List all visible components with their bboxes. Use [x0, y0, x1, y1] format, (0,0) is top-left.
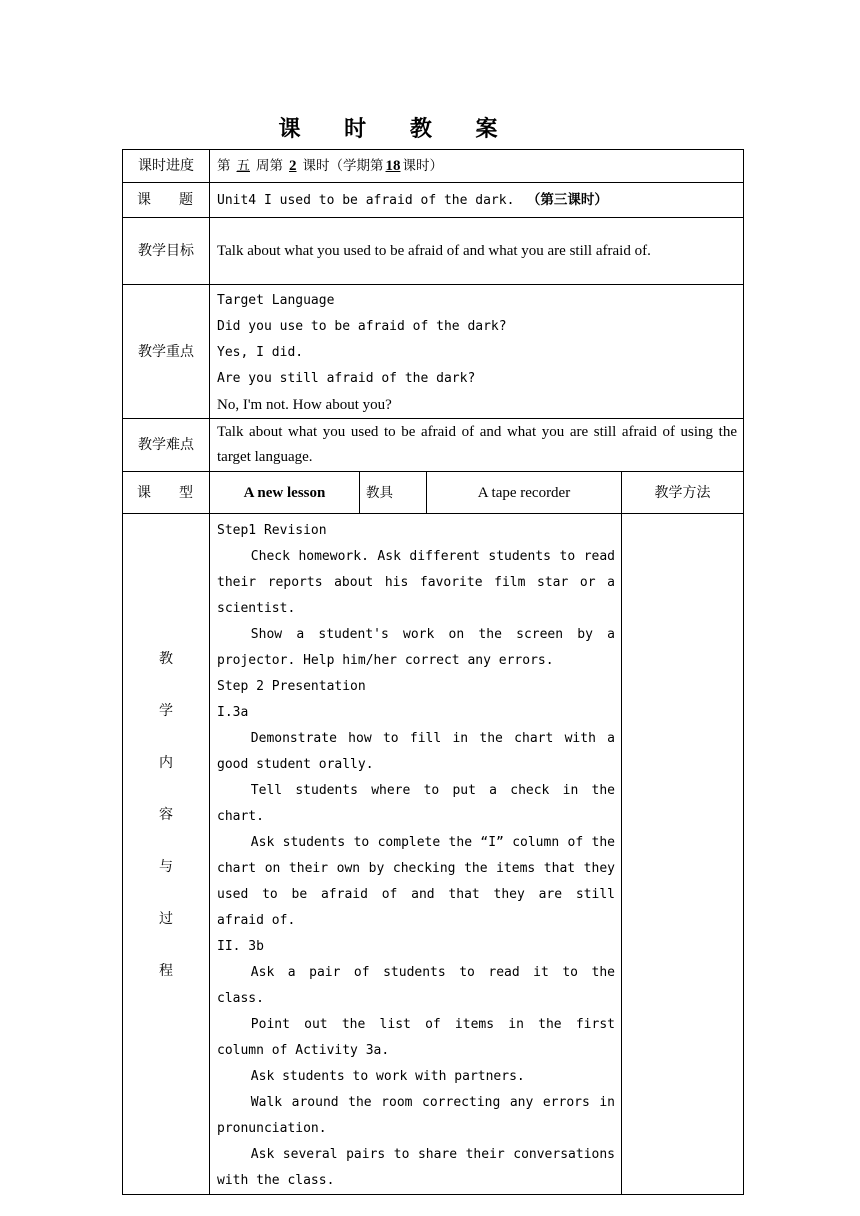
progress-text-4: 课时） — [402, 158, 443, 174]
term-period-number: 18 — [385, 158, 401, 174]
aids-value: A tape recorder — [427, 472, 622, 514]
step2-paragraph: Point out the list of items in the first column of Activity 3a. — [217, 1017, 615, 1058]
process-label-char: 程 — [159, 963, 173, 979]
topic-label: 课 题 — [123, 183, 210, 218]
page-title: 课 时 教 案 — [278, 117, 516, 142]
step2-paragraph: Demonstrate how to fill in the chart with a good student orally. — [217, 731, 615, 772]
period-number: 2 — [289, 158, 297, 174]
method-label: 教学方法 — [622, 472, 744, 514]
key-point-line: Did you use to be afraid of the dark? — [217, 319, 507, 334]
difficulties-label: 教学难点 — [123, 419, 210, 472]
key-point-line: Are you still afraid of the dark? — [217, 371, 476, 386]
topic-note: （第三课时） — [526, 191, 608, 208]
objectives-value: Talk about what you used to be afraid of and what you are still afraid of. — [210, 218, 744, 285]
progress-text-1: 第 — [217, 158, 231, 174]
step1-title: Step1 Revision — [217, 523, 327, 538]
sub-section-3a: I.3a — [217, 705, 249, 720]
key-points-value — [210, 285, 744, 419]
aids-label: 教具 — [360, 472, 427, 514]
progress-text-2: 周第 — [256, 158, 283, 174]
row-process — [123, 514, 744, 1195]
topic-value — [210, 183, 744, 218]
step2-title: Step 2 Presentation — [217, 679, 366, 694]
lesson-type-value: A new lesson — [210, 472, 360, 514]
row-objectives — [123, 218, 744, 285]
row-lesson-type — [123, 472, 744, 514]
row-difficulties — [123, 419, 744, 472]
process-label-char: 学 — [159, 703, 173, 719]
row-progress — [123, 150, 744, 183]
row-topic — [123, 183, 744, 218]
step2-paragraph: Tell students where to put a check in the chart. — [217, 783, 615, 824]
lesson-type-label: 课 型 — [123, 472, 210, 514]
difficulties-value: Talk about what you used to be afraid of and what you are still afraid of using the target language. — [210, 419, 744, 472]
method-column-empty — [622, 514, 744, 1195]
sub-section-3b: II. 3b — [217, 939, 264, 954]
key-point-line: Yes, I did. — [217, 345, 304, 360]
step1-paragraph: Show a student's work on the screen by a projector. Help him/her correct any errors. — [217, 627, 615, 668]
key-point-line: Target Language — [217, 293, 335, 308]
progress-text-3: 课时（学期第 — [302, 158, 384, 174]
step2-paragraph: Ask a pair of students to read it to the class. — [217, 965, 615, 1006]
week-number: 五 — [236, 158, 250, 174]
process-label-char: 内 — [159, 755, 173, 771]
row-key-points — [123, 285, 744, 419]
process-label-char: 过 — [159, 911, 173, 927]
step2-paragraph: Walk around the room correcting any errors in pronunciation. — [217, 1095, 615, 1136]
key-points-label: 教学重点 — [123, 285, 210, 419]
step2-paragraph: Ask students to work with partners. — [250, 1069, 525, 1084]
process-label-char: 容 — [159, 807, 173, 823]
lesson-plan-table — [122, 149, 744, 1195]
topic-text: Unit4 I used to be afraid of the dark. — [217, 192, 515, 208]
step2-paragraph: Ask several pairs to share their conversations with the class. — [217, 1147, 615, 1188]
key-point-line: No, I'm not. How about you? — [217, 397, 392, 413]
process-content — [210, 514, 622, 1195]
process-label-char: 与 — [159, 859, 173, 875]
progress-value — [210, 150, 744, 183]
progress-label: 课时进度 — [123, 150, 210, 183]
objectives-label: 教学目标 — [123, 218, 210, 285]
step1-paragraph: Check homework. Ask different students to read their reports about his favorite film star or a scientist. — [217, 549, 615, 616]
process-label — [123, 514, 210, 1195]
step2-paragraph: Ask students to complete the “I” column of the chart on their own by checking the items that they used to be afraid of and that they are still afraid of. — [217, 835, 615, 928]
process-label-char: 教 — [159, 651, 173, 667]
